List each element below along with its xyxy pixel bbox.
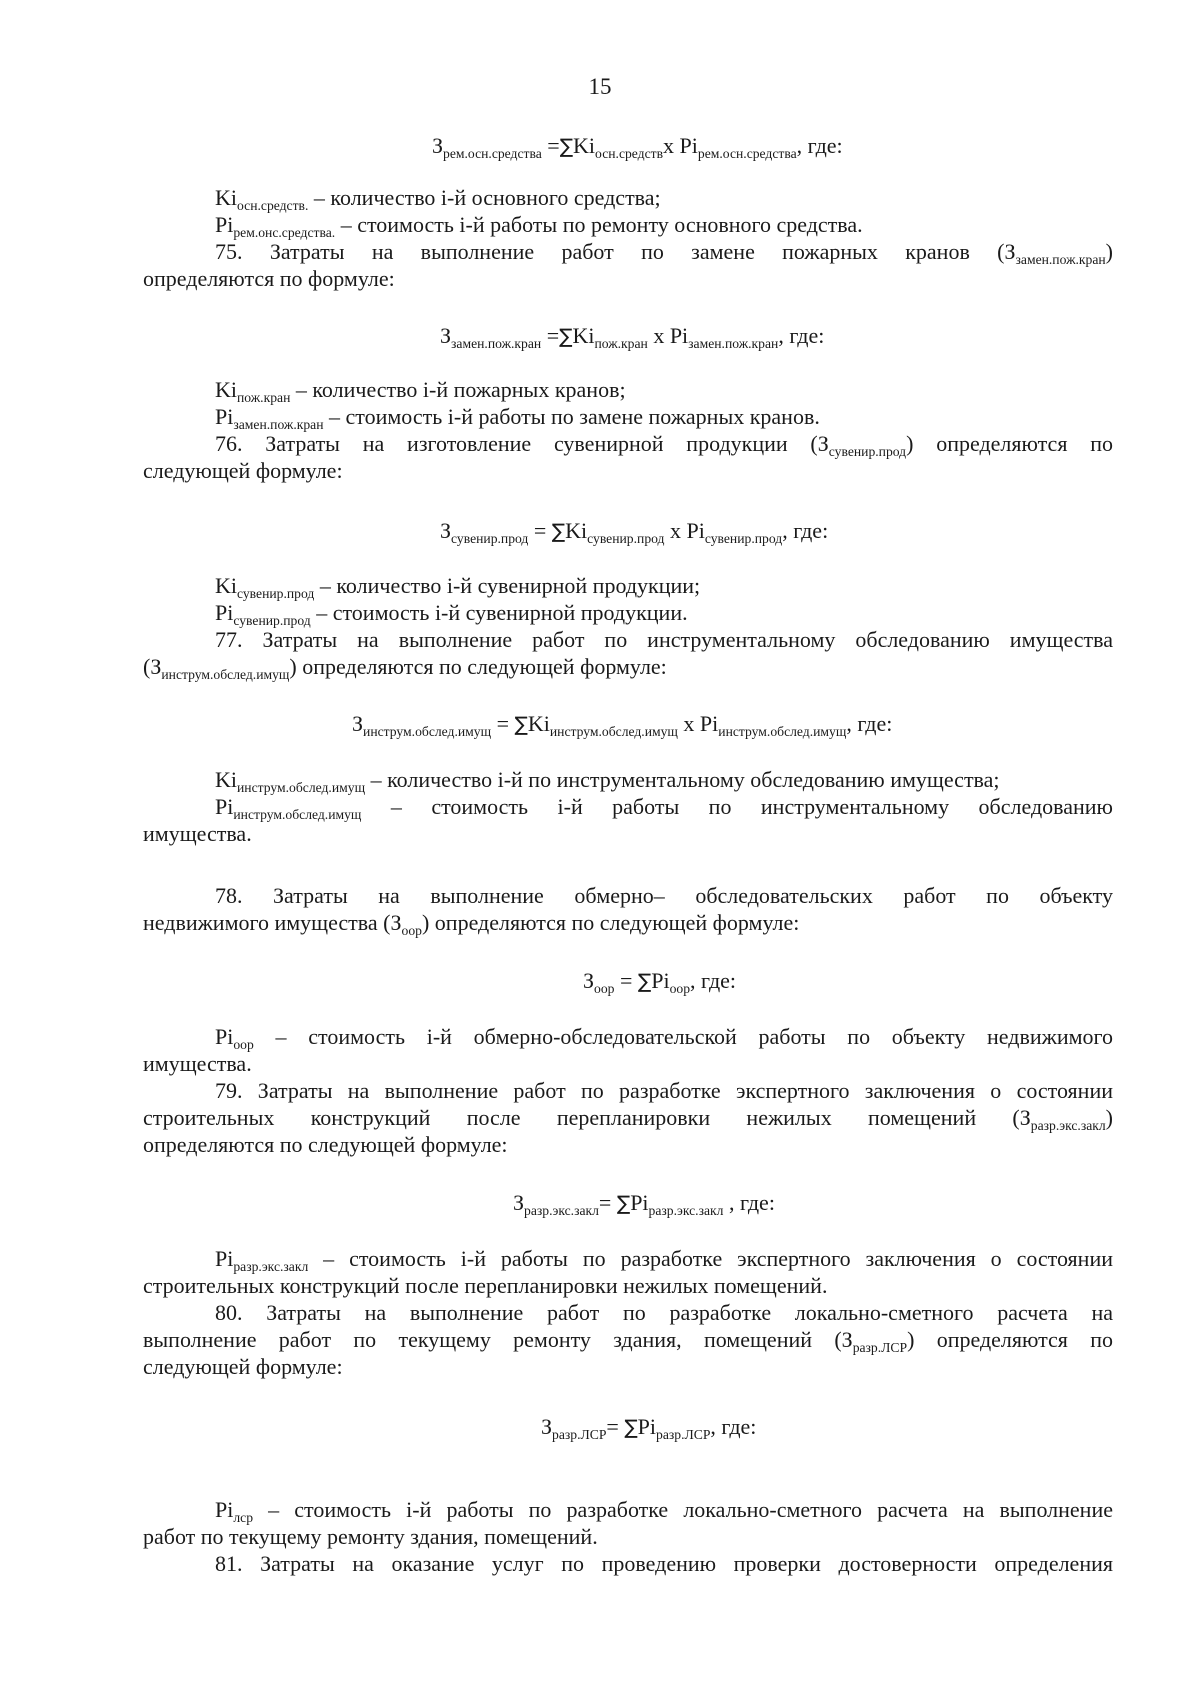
definition-ki-fire-hydrants: $Ki_{пож.кран}$ – количество i-й пожарных кранов;: [215, 377, 626, 405]
paragraph-79-line2: строительных конструкций после перепланировки нежилых помещений $(З_{разр.экс.закл})$: [143, 1105, 1113, 1133]
formula-fire-hydrant-replacement: $З_{замен.пож.кран} =\sum Ki_{пож.кран}$ x $Pi_{замен.пож.кран}$, где:: [440, 323, 825, 351]
formula-measurement-survey: $З_{оор} = \sum Pi_{оор}$, где:: [583, 968, 737, 996]
page-number: 15: [588, 74, 612, 99]
paragraph-77: 77. Затраты на выполнение работ по инструментальному обследованию имущества: [215, 627, 1113, 652]
formula-repair-fixed-assets: $З_{рем.осн.средства} =\sum Ki_{осн.средств}x$ $Pi_{рем.осн.средства}$, где:: [432, 133, 843, 161]
paragraph-77-cont: $(З_{инструм.обслед.имущ})$ определяются по следующей формуле:: [143, 654, 667, 682]
paragraph-81: 81. Затраты на оказание услуг по проведению проверки достоверности определения: [215, 1551, 1113, 1576]
paragraph-79-cont: определяются по следующей формуле:: [143, 1132, 508, 1157]
definition-ki-souvenirs: $Ki_{сувенир.прод}$ – количество i-й сувенирной продукции;: [215, 573, 701, 601]
paragraph-80-cont: следующей формуле:: [143, 1354, 343, 1379]
definition-pi-local-estimate: $Pi_{лср}$ – стоимость i-й работы по разработке локально-сметного расчета на выполнение: [215, 1497, 1113, 1525]
formula-expert-conclusion: $З_{разр.экс.закл}= \sum Pi_{разр.экс.закл}$ , где:: [513, 1190, 775, 1218]
definition-pi-local-estimate-cont: работ по текущему ремонту здания, помещений.: [143, 1524, 598, 1549]
definition-pi-repair: $Pi_{рем.онс.средства.}$ – стоимость i-й работы по ремонту основного средства.: [215, 212, 863, 240]
definition-pi-expert-cont: строительных конструкций после перепланировки нежилых помещений.: [143, 1273, 828, 1298]
definition-pi-expert: $Pi_{разр.экс.закл}$ – стоимость i-й работы по разработке экспертного заключения о состоянии: [215, 1246, 1113, 1274]
definition-ki-fixed-assets: $Ki_{осн.средств.}$ – количество i-й основного средства;: [215, 185, 661, 213]
formula-instrumental-survey: $З_{инструм.обслед.имущ} = \sum Ki_{инструм.обслед.имущ}$ x $Pi_{инструм.обслед.имущ}$, где:: [352, 711, 893, 739]
paragraph-79: 79. Затраты на выполнение работ по разработке экспертного заключения о состоянии: [215, 1078, 1113, 1103]
definition-pi-souvenirs: $Pi_{сувенир.прод}$ – стоимость i-й сувенирной продукции.: [215, 600, 688, 628]
formula-souvenir-production: $З_{сувенир.прод} = \sum Ki_{сувенир.прод}$ x $Pi_{сувенир.прод}$, где:: [440, 518, 829, 546]
paragraph-76-cont: следующей формуле:: [143, 458, 343, 483]
definition-pi-measurement-cont: имущества.: [143, 1051, 252, 1076]
paragraph-78-cont: недвижимого имущества $(З_{оор})$ определяются по следующей формуле:: [143, 910, 800, 938]
definition-pi-fire-hydrants: $Pi_{замен.пож.кран}$ – стоимость i-й работы по замене пожарных кранов.: [215, 404, 820, 432]
paragraph-80-line2: выполнение работ по текущему ремонту здания, помещений $(З_{разр.ЛСР})$ определяются по: [143, 1327, 1113, 1355]
formula-local-estimate: $З_{разр.ЛСР}= \sum Pi_{разр.ЛСР}$, где:: [541, 1414, 757, 1442]
paragraph-76: 76. Затраты на изготовление сувенирной продукции $(З_{сувенир.прод})$ определяются по: [215, 431, 1113, 459]
definition-pi-instrumental-cont: имущества.: [143, 821, 252, 846]
paragraph-75: 75. Затраты на выполнение работ по замене пожарных кранов $(З_{замен.пож.кран})$: [215, 239, 1113, 267]
definition-pi-instrumental: $Pi_{инструм.обслед.имущ}$ – стоимость i-й работы по инструментальному обследованию: [215, 794, 1113, 822]
paragraph-78: 78. Затраты на выполнение обмерно– обследовательских работ по объекту: [215, 883, 1113, 908]
paragraph-75-cont: определяются по формуле:: [143, 266, 395, 291]
paragraph-80: 80. Затраты на выполнение работ по разработке локально-сметного расчета на: [215, 1300, 1113, 1325]
definition-ki-instrumental: $Ki_{инструм.обслед.имущ}$ – количество i-й по инструментальному обследованию имущества;: [215, 767, 1000, 795]
definition-pi-measurement: $Pi_{оор}$ – стоимость i-й обмерно-обследовательской работы по объекту недвижимого: [215, 1024, 1113, 1052]
